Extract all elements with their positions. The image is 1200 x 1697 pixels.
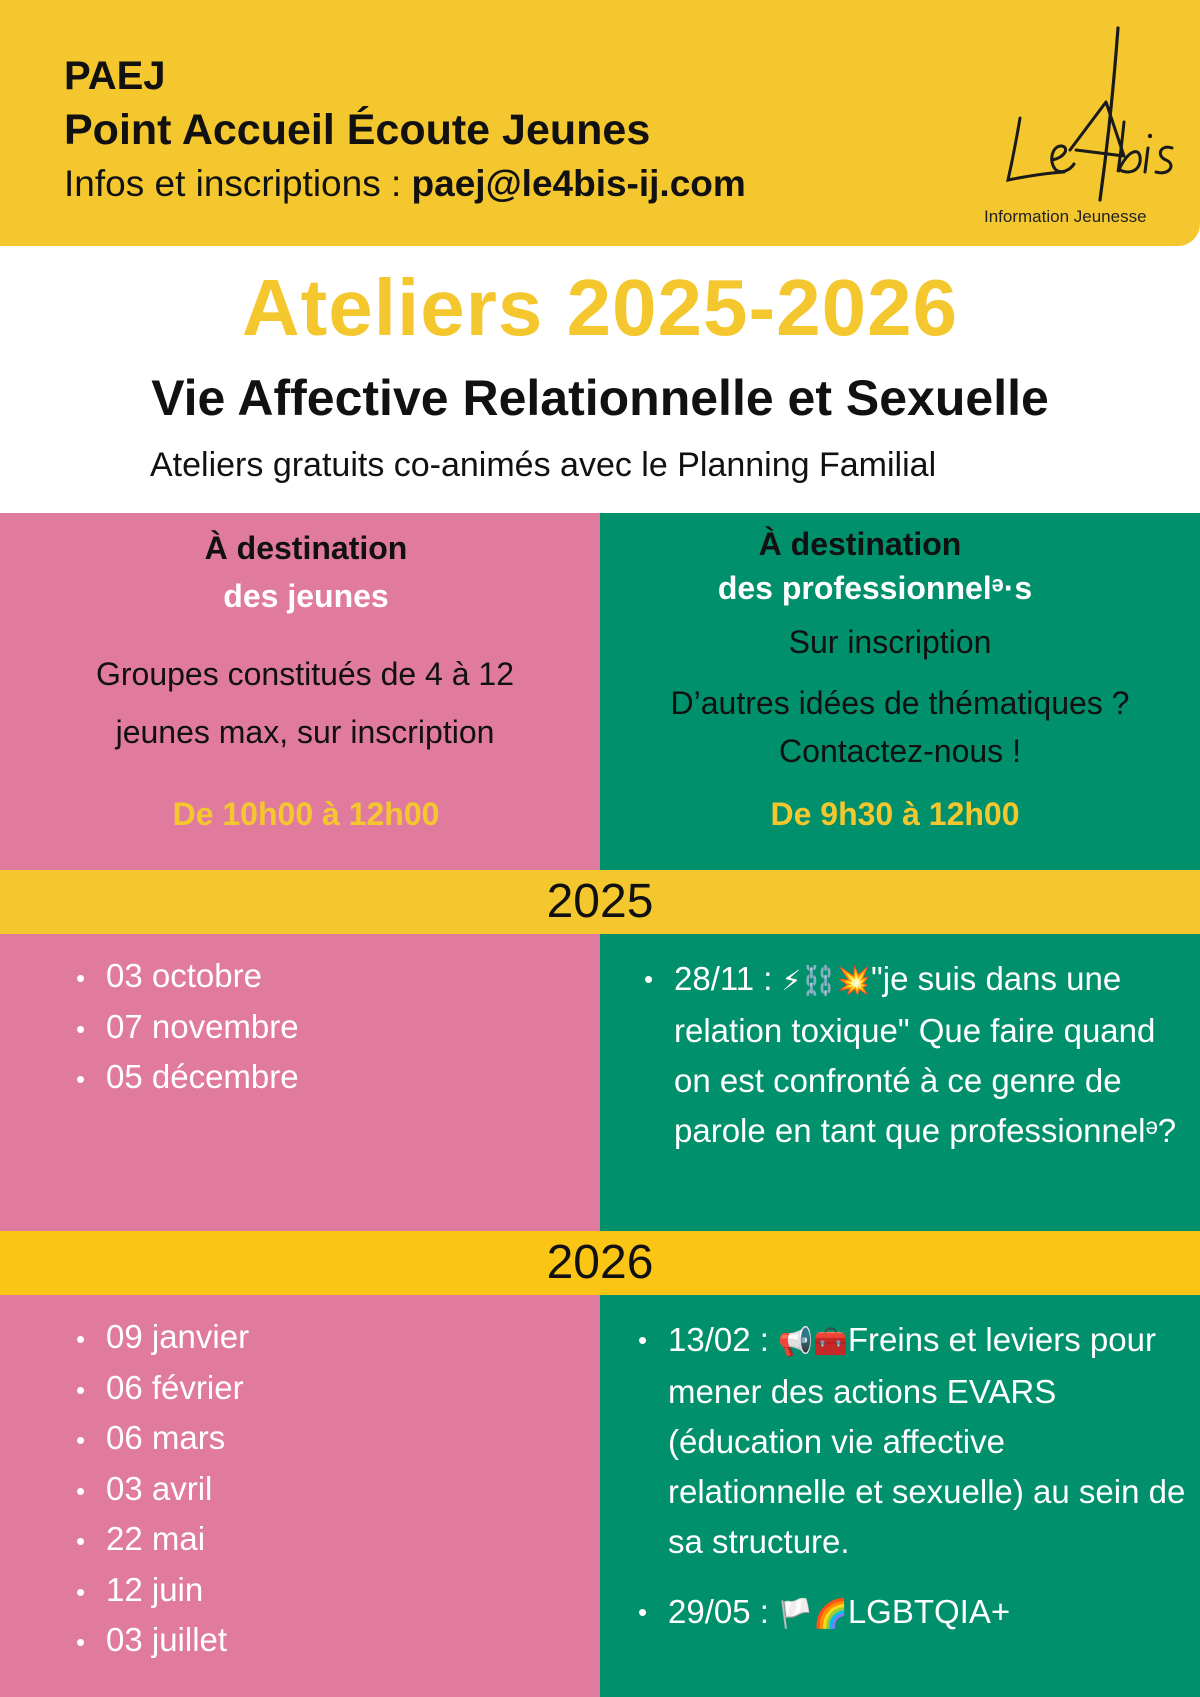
pros-panel [600,513,1200,870]
youth-description: Groupes constitués de 4 à 12 jeunes max, sur inscription [95,656,515,750]
contact-email[interactable]: paej@le4bis-ij.com [411,163,746,204]
pros-sessions-2025-panel [600,934,1200,1231]
date-item: • 22 mai [76,1515,249,1566]
date-item: • 03 avril [76,1465,249,1516]
session-emoji-icon: 🏳️🌈 [778,1598,848,1629]
date-item: • 12 juin [76,1566,249,1617]
session-date: 13/02 : [668,1321,779,1358]
date-item: • 03 octobre [76,952,299,1003]
page-tagline: Ateliers gratuits co-animés avec le Planning Familial [150,446,937,484]
session-emoji-icon: 📢🧰 [778,1326,848,1357]
session-emoji-icon: ⚡⛓️💥 [781,965,872,996]
youth-heading-2: des jeunes [223,578,389,614]
page-subtitle: Vie Affective Relationnelle et Sexuelle [151,370,1049,426]
pros-sessions-2026-panel [600,1295,1200,1697]
pros-registration: Sur inscription [788,624,992,660]
date-item: • 05 décembre [76,1053,299,1104]
pros-sessions-2025 [644,954,1184,1156]
session-item [644,954,1184,1156]
session-date: 28/11 : [674,960,782,997]
date-item: • 06 mars [76,1414,249,1465]
org-name: Point Accueil Écoute Jeunes [64,106,651,154]
youth-hours: De 10h00 à 12h00 [172,796,440,832]
pros-hours: De 9h30 à 12h00 [770,796,1020,832]
pros-heading-2: des professionnelᵊ·s [717,570,1033,606]
date-item: • 06 février [76,1364,249,1415]
session-text: LGBTQIA+ [847,1593,1011,1630]
page-title: Ateliers 2025-2026 [241,263,959,352]
date-item: • 09 janvier [76,1313,249,1364]
youth-panel [0,513,600,870]
date-item: • 07 novembre [76,1003,299,1054]
session-item [638,1315,1188,1567]
le4bis-logo [968,22,1184,236]
pros-heading-1: À destination [758,526,962,562]
session-item [638,1587,1188,1639]
contact-line [64,165,746,202]
youth-dates-2026 [76,1313,249,1667]
session-text: "je suis dans une relation toxique" Que faire quand on est confronté à ce genre de parole en tant que professionnelᵊ? [674,960,1177,1149]
youth-dates-2025-panel [0,934,600,1231]
le4bis-logo-mark [968,22,1184,202]
pros-ideas: D’autres idées de thématiques ? Contactez-nous ! [670,685,1130,769]
youth-dates-2026-panel [0,1295,600,1697]
session-text: Freins et leviers pour mener des actions EVARS (éducation vie affective relationnelle et sexuelle) au sein de sa structure. [668,1321,1186,1560]
year-band-2026: 2026 [0,1231,1200,1295]
header-banner [0,0,1200,246]
session-date: 29/05 : [668,1593,779,1630]
year-band-2025: 2025 [0,870,1200,934]
logo-subtitle: Information Jeunesse [984,207,1147,226]
pros-sessions-2026 [638,1315,1188,1639]
youth-dates-2025 [76,952,299,1104]
contact-label: Infos et inscriptions : [64,163,412,204]
youth-heading-1: À destination [204,530,408,566]
date-item: • 03 juillet [76,1616,249,1667]
org-acronym: PAEJ [64,54,166,98]
